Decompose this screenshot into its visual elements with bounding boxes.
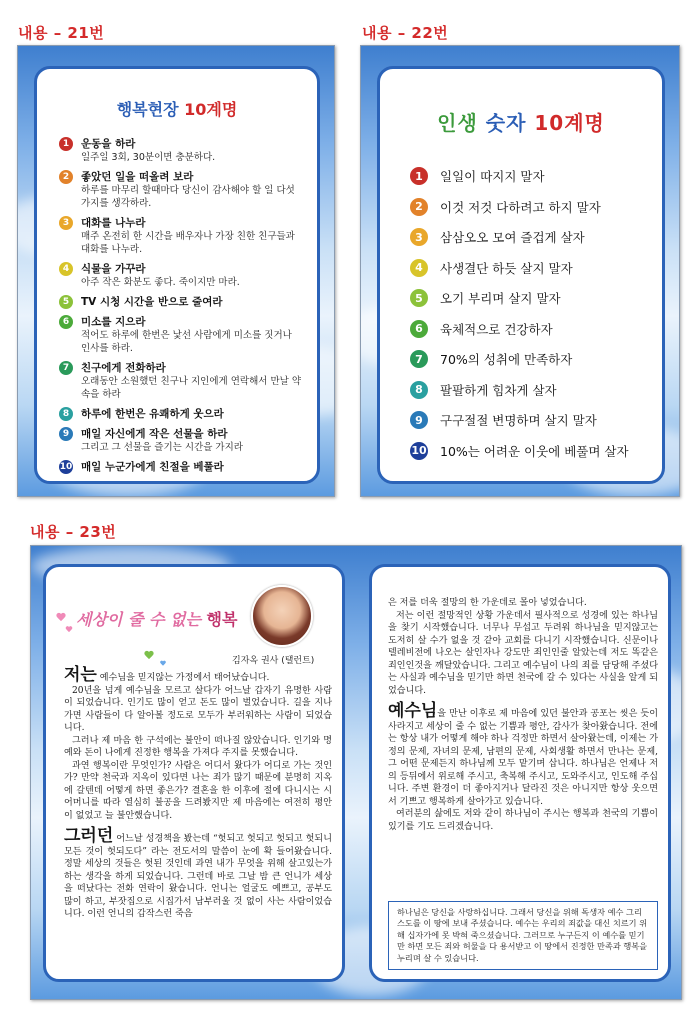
rule-heading: 좋았던 일을 떠올려 보라	[81, 171, 194, 183]
rule-text	[81, 262, 240, 289]
heart-icon	[160, 661, 166, 666]
number-badge: 8	[410, 381, 428, 399]
section-label-22: 내용 – 22번	[362, 24, 449, 42]
left-paragraph-3: 그러나 제 마음 한 구석에는 불안이 떠나질 않았습니다. 인기와 명예와 돈이 나에게 진정한 행복을 가져다 주지를 못했습니다.	[64, 735, 332, 758]
rule-description: 매주 온전히 한 시간을 배우자나 가장 친한 친구들과 대화를 나누라.	[81, 231, 295, 255]
rule-item	[410, 405, 652, 436]
rule-item	[59, 262, 303, 289]
card-23-right-panel	[369, 564, 671, 982]
right-paragraph-2: 저는 이런 절망적인 상황 가운데서 필사적으로 성경에 있는 하나님을 찾기 시작했습니다. 너무나 무섭고 두려워 하나님을 믿지않고는 도저히 살 수가 없을 것 같아 교회를 다니기 시작했습니다. 신문이나 텔레비전에 나오는 살인자나 강도만 죄인인줄 알았는데 저도 똑같은 죄인인것을 깨달았습니다. 그리고 예수님이 나의 죄를 담당해 주셨다는 사실과 예수님을 믿기만 하면 천국에 갈 수 있다는 사실을 알게 되었습니다.	[388, 610, 658, 696]
rule-item	[410, 436, 652, 467]
rule-heading: 대화를 나누라	[81, 217, 146, 229]
rule-text: 일일이 따지지 말자	[440, 169, 545, 185]
number-badge: 9	[59, 427, 73, 441]
rule-text: 이것 저것 다하려고 하지 말자	[440, 199, 601, 215]
rule-heading: 친구에게 전화하라	[81, 362, 166, 374]
card-22-title	[380, 107, 662, 136]
card-22-list	[410, 161, 652, 466]
rule-heading: 하루에 한번은 유쾌하게 웃으라	[81, 408, 224, 420]
rule-item	[59, 170, 303, 210]
verse-box: 하나님은 당신을 사랑하십니다. 그래서 당신을 위해 독생자 예수 그리스도를 이 땅에 보내 주셨습니다. 예수는 우리의 죄값을 대신 치르기 위해 십자가에 못 박혀 죽으셨습니다. 그러므로 누구든지 이 예수를 믿기만 하면 모든 죄와 허물을 다 용서받고 이 땅에서 진정한 만족과 행복을 누리며 살 수 있습니다.	[388, 901, 658, 970]
left-dropword-1: 저는	[64, 665, 97, 685]
card-22	[360, 45, 680, 497]
number-badge: 3	[59, 216, 73, 230]
card-22-title-word3: 10계명	[534, 111, 605, 135]
portrait-photo	[251, 585, 313, 647]
card-23-left-panel	[43, 564, 345, 982]
portrait-caption: 김자옥 권사 (탤런트)	[232, 656, 315, 666]
rule-text	[81, 460, 224, 474]
number-badge: 6	[59, 315, 73, 329]
rule-text	[81, 427, 243, 454]
number-badge: 7	[410, 350, 428, 368]
card-23	[30, 545, 682, 1000]
number-badge: 1	[410, 167, 428, 185]
card-21	[17, 45, 335, 497]
rule-item	[59, 407, 303, 421]
card-21-panel	[34, 66, 320, 484]
card-21-title	[37, 97, 317, 120]
heart-icon	[144, 651, 154, 660]
rule-text: 오기 부리며 살지 말자	[440, 291, 561, 307]
section-label-21: 내용 – 21번	[18, 24, 105, 42]
rule-text: 삼삼오오 모여 즐겁게 살자	[440, 230, 585, 246]
rule-heading: 운동을 하라	[81, 138, 136, 150]
rule-text: 사생결단 하듯 살지 말자	[440, 260, 573, 276]
number-badge: 4	[410, 259, 428, 277]
rule-text	[81, 216, 303, 256]
rule-text: 팔팔하게 힘차게 살자	[440, 382, 557, 398]
card-22-panel	[377, 66, 665, 484]
rule-text	[81, 170, 303, 210]
rule-description: 오래동안 소원했던 친구나 지인에게 연락해서 만날 약속을 하라	[81, 376, 302, 400]
rule-text: 10%는 어려운 이웃에 베풀며 살자	[440, 443, 629, 459]
right-dropword: 예수님	[388, 701, 438, 721]
number-badge: 3	[410, 228, 428, 246]
rule-item	[59, 361, 303, 401]
rule-description: 적어도 하루에 한번은 낯선 사람에게 미소를 짓거나 인사를 하라.	[81, 330, 292, 354]
rule-text: 구구절절 변명하며 살지 말자	[440, 413, 597, 429]
number-badge: 5	[59, 295, 73, 309]
rule-item	[59, 427, 303, 454]
rule-item	[59, 460, 303, 474]
card-23-title	[76, 607, 237, 630]
left-paragraph-4: 과연 행복이란 무엇인가? 사람은 어디서 왔다가 어디로 가는 것인가? 만약 천국과 지옥이 있다면 나는 죄가 많기 때문에 분명히 지옥에 갈텐데 어떻게 하면 좋은가? 결혼을 한 이후에 절에 다니시는 시어머니를 따라 열심히 불공을 드려봤지만 제 마음에는 여전히 평안이 없었고 늘 불안했습니다.	[64, 760, 332, 821]
rule-text	[81, 407, 224, 421]
rule-item	[410, 222, 652, 253]
card-23-title-emph: 행복	[206, 610, 238, 629]
rule-text	[81, 137, 215, 164]
card-22-title-word1: 인생	[437, 111, 478, 135]
card-21-title-main: 행복현장	[116, 100, 179, 119]
left-paragraph-5: 어느날 성경책을 봤는데 “헛되고 헛되고 헛되고 헛되니 모든 것이 헛되도다” 라는 전도서의 말씀이 눈에 확 들어왔습니다. 정말 세상의 것들은 헛된 것인데 과연 내가 무엇을 위해 살고있는가 하는 생각을 하게 되었습니다. 그런데 바로 그날 밤 큰 언니가 세상을 떠났다는 전화 연락이 왔습니다. 언니는 얼굴도 예쁘고, 공부도 많이 하고, 부잣집으로 시집가서 남부러울 것 없이 사는 사람이었습니다. 이런 언니의 갑작스런 죽음	[64, 834, 332, 919]
left-body	[64, 667, 332, 921]
heart-icon	[56, 613, 66, 622]
heart-icon	[66, 626, 73, 632]
right-paragraph-4: 여러분의 삶에도 저와 같이 하나님이 주시는 행복과 천국의 기쁨이 있기를 기도 드리겠습니다.	[388, 809, 658, 832]
left-paragraph-1: 예수님을 믿지않는 가정에서 태어났습니다.	[96, 673, 270, 683]
rule-item	[410, 314, 652, 345]
rule-heading: TV 시청 시간을 반으로 줄여라	[81, 296, 223, 308]
rule-text	[81, 315, 303, 355]
card-21-list	[59, 137, 303, 480]
section-label-23: 내용 – 23번	[30, 523, 117, 541]
rule-description: 아주 작은 화분도 좋다. 죽이지만 마라.	[81, 277, 240, 288]
number-badge: 9	[410, 411, 428, 429]
number-badge: 10	[59, 462, 73, 472]
left-dropword-2: 그러던	[64, 826, 114, 846]
rule-item	[59, 295, 303, 309]
rule-heading: 매일 누군가에게 친절을 베풀라	[81, 461, 224, 473]
rule-description: 하루를 마무리 할때마다 당신이 감사해야 할 일 다섯 가지를 생각하라.	[81, 185, 295, 209]
rule-item	[410, 192, 652, 223]
number-badge: 7	[59, 361, 73, 375]
number-badge: 2	[410, 198, 428, 216]
number-badge: 5	[410, 289, 428, 307]
rule-text: 70%의 성취에 만족하자	[440, 352, 573, 368]
card-21-title-count: 10계명	[184, 100, 238, 119]
rule-description: 그리고 그 선물을 즐기는 시간을 가지라	[81, 442, 243, 453]
rule-text	[81, 361, 303, 401]
rule-item	[410, 375, 652, 406]
rule-text	[81, 295, 222, 309]
rule-heading: 식물을 가꾸라	[81, 263, 146, 275]
right-paragraph-1: 은 저를 더욱 절망의 한 가운데로 몰아 넣었습니다.	[388, 598, 587, 608]
rule-heading: 미소를 지으라	[81, 316, 146, 328]
rule-item	[410, 283, 652, 314]
rule-description: 일주일 3회, 30분이면 충분하다.	[81, 152, 216, 163]
right-body	[388, 597, 658, 833]
number-badge: 10	[410, 442, 428, 460]
rule-heading: 매일 자신에게 작은 선물을 하라	[81, 428, 228, 440]
rule-item	[410, 161, 652, 192]
rule-item	[59, 216, 303, 256]
number-badge: 2	[59, 170, 73, 184]
rule-item	[59, 315, 303, 355]
right-paragraph-3: 을 만난 이후로 제 마음에 있던 불안과 공포는 씻은 듯이 사라지고 세상이 줄 수 없는 기쁨과 평안, 감사가 찾아왔습니다. 전에는 항상 내가 어떻게 해야 하나 걱정만 하면서 살아왔는데, 이제는 가정의 문제, 자녀의 문제, 남편의 문제, 사회생활 하면서 만나는 문제, 그 어떤 문제든지 하나님께 모두 맡기며 삽니다. 하나님은 언제나 저의 등뒤에서 위로해 주시고, 축복해 주시고, 도와주시고, 인도해 주십니다. 주변 환경이 더 좋아지거나 달라진 것은 아니지만 항상 웃으면서 기쁘고 행복하게 살아가고 있습니다.	[388, 709, 658, 807]
rule-item	[410, 344, 652, 375]
rule-text: 육체적으로 건강하자	[440, 321, 553, 337]
left-paragraph-2: 20년을 넘게 예수님을 모르고 살다가 어느날 갑자기 유명한 사람이 되었습니다. 인기도 많이 얻고 돈도 많이 벌었습니다. 길을 지나가면 사람들이 다 알아볼 정도로 모두가 부러워하는 사람이 되었습니다.	[64, 685, 332, 733]
number-badge: 8	[59, 407, 73, 421]
number-badge: 6	[410, 320, 428, 338]
card-22-title-word2: 숫자	[485, 111, 527, 135]
number-badge: 1	[59, 137, 73, 151]
card-23-title-script: 세상이 줄 수 없는	[76, 610, 201, 629]
number-badge: 4	[59, 262, 73, 276]
rule-item	[410, 253, 652, 284]
rule-item	[59, 137, 303, 164]
